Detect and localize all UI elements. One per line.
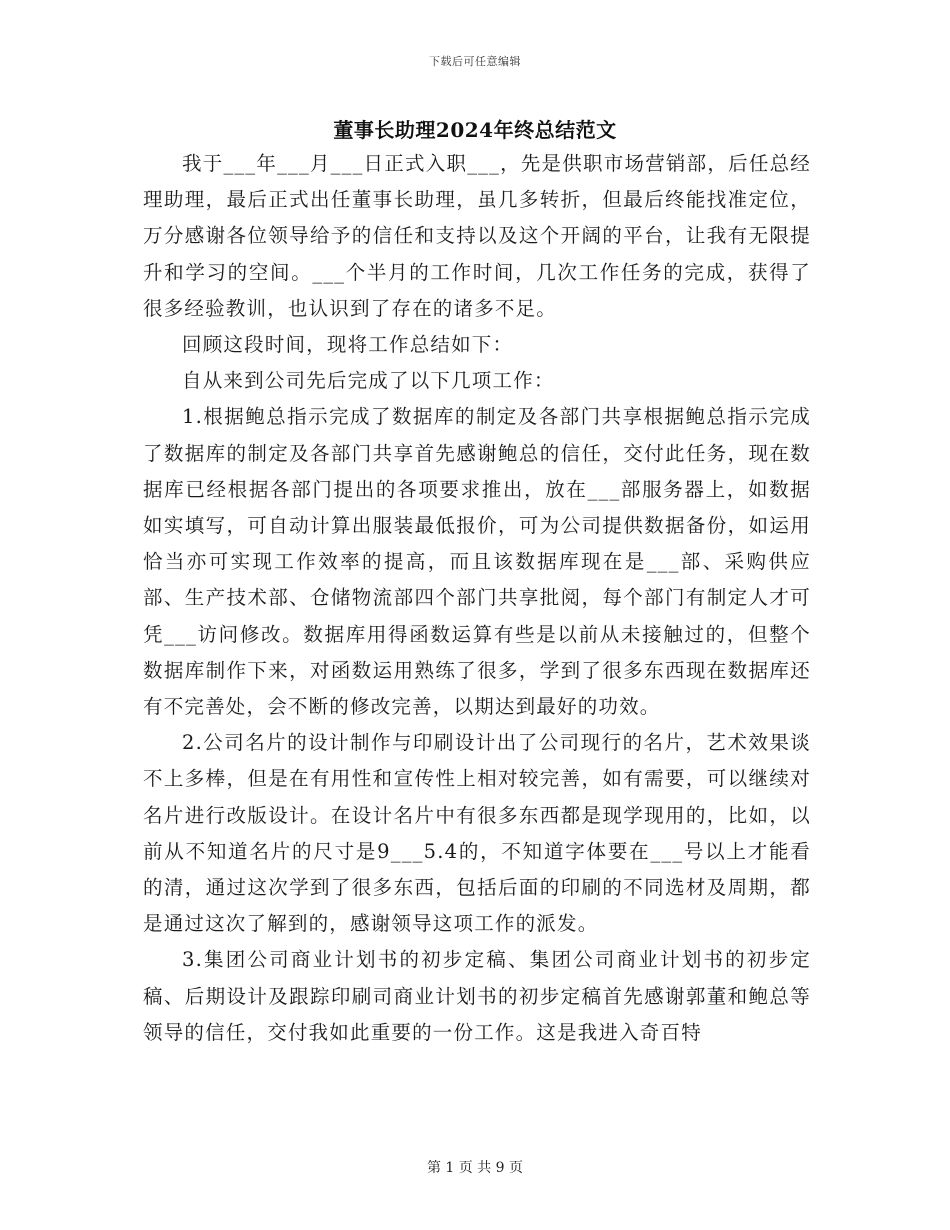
paragraph-review: 回顾这段时间，现将工作总结如下：: [182, 333, 514, 357]
paragraph-intro: 我于___年___月___日正式入职___，先是供职市场营销部，后任总经理助理，最后正式出任董事长助理，虽几多转折，但最后终能找准定位，万分感谢各位领导给予的信任和支持以及这个开阔的平台，让我有无限提升和学习的空间。___个半月的工作时间，几次工作任务的完成，获得了很多经验教训，也认识到了存在的诸多不足。: [143, 152, 811, 320]
document-title: 董事长助理2024年终总结范文: [333, 118, 617, 142]
page-number: 第 1 页 共 9 页: [426, 1160, 524, 1176]
document-body: [143, 146, 811, 1051]
paragraph-item-1: 1.根据鲍总指示完成了数据库的制定及各部门共享根据鲍总指示完成了数据库的制定及各部门共享首先感谢鲍总的信任，交付此任务，现在数据库已经根据各部门提出的各项要求推出，放在___部服务器上，如数据如实填写，可自动计算出服装最低报价，可为公司提供数据备份，如运用恰当亦可实现工作效率的提高，而且该数据库现在是___部、采购供应部、生产技术部、仓储物流部四个部门共享批阅，每个部门有制定人才可凭___访问修改。数据库用得函数运算有些是以前从未接触过的，但整个数据库制作下来，对函数运用熟练了很多，学到了很多东西现在数据库还有不完善处，会不断的修改完善，以期达到最好的功效。: [143, 405, 811, 719]
paragraph-item-3: 3.集团公司商业计划书的初步定稿、集团公司商业计划书的初步定稿、后期设计及跟踪印刷司商业计划书的初步定稿首先感谢郭董和鲍总等领导的信任，交付我如此重要的一份工作。这是我进入奇百特: [143, 948, 811, 1044]
paragraph-work-list-intro: 自从来到公司先后完成了以下几项工作：: [182, 369, 555, 393]
paragraph-item-2: 2.公司名片的设计制作与印刷设计出了公司现行的名片，艺术效果谈不上多棒，但是在有用性和宣传性上相对较完善，如有需要，可以继续对名片进行改版设计。在设计名片中有很多东西都是现学现用的，比如，以前从不知道名片的尺寸是9___5.4的，不知道字体要在___号以上才能看的清，通过这次学到了很多东西，包括后面的印刷的不同选材及周期，都是通过这次了解到的，感谢领导这项工作的派发。: [143, 731, 811, 936]
page-header-note: 下载后可任意编辑: [429, 55, 521, 68]
